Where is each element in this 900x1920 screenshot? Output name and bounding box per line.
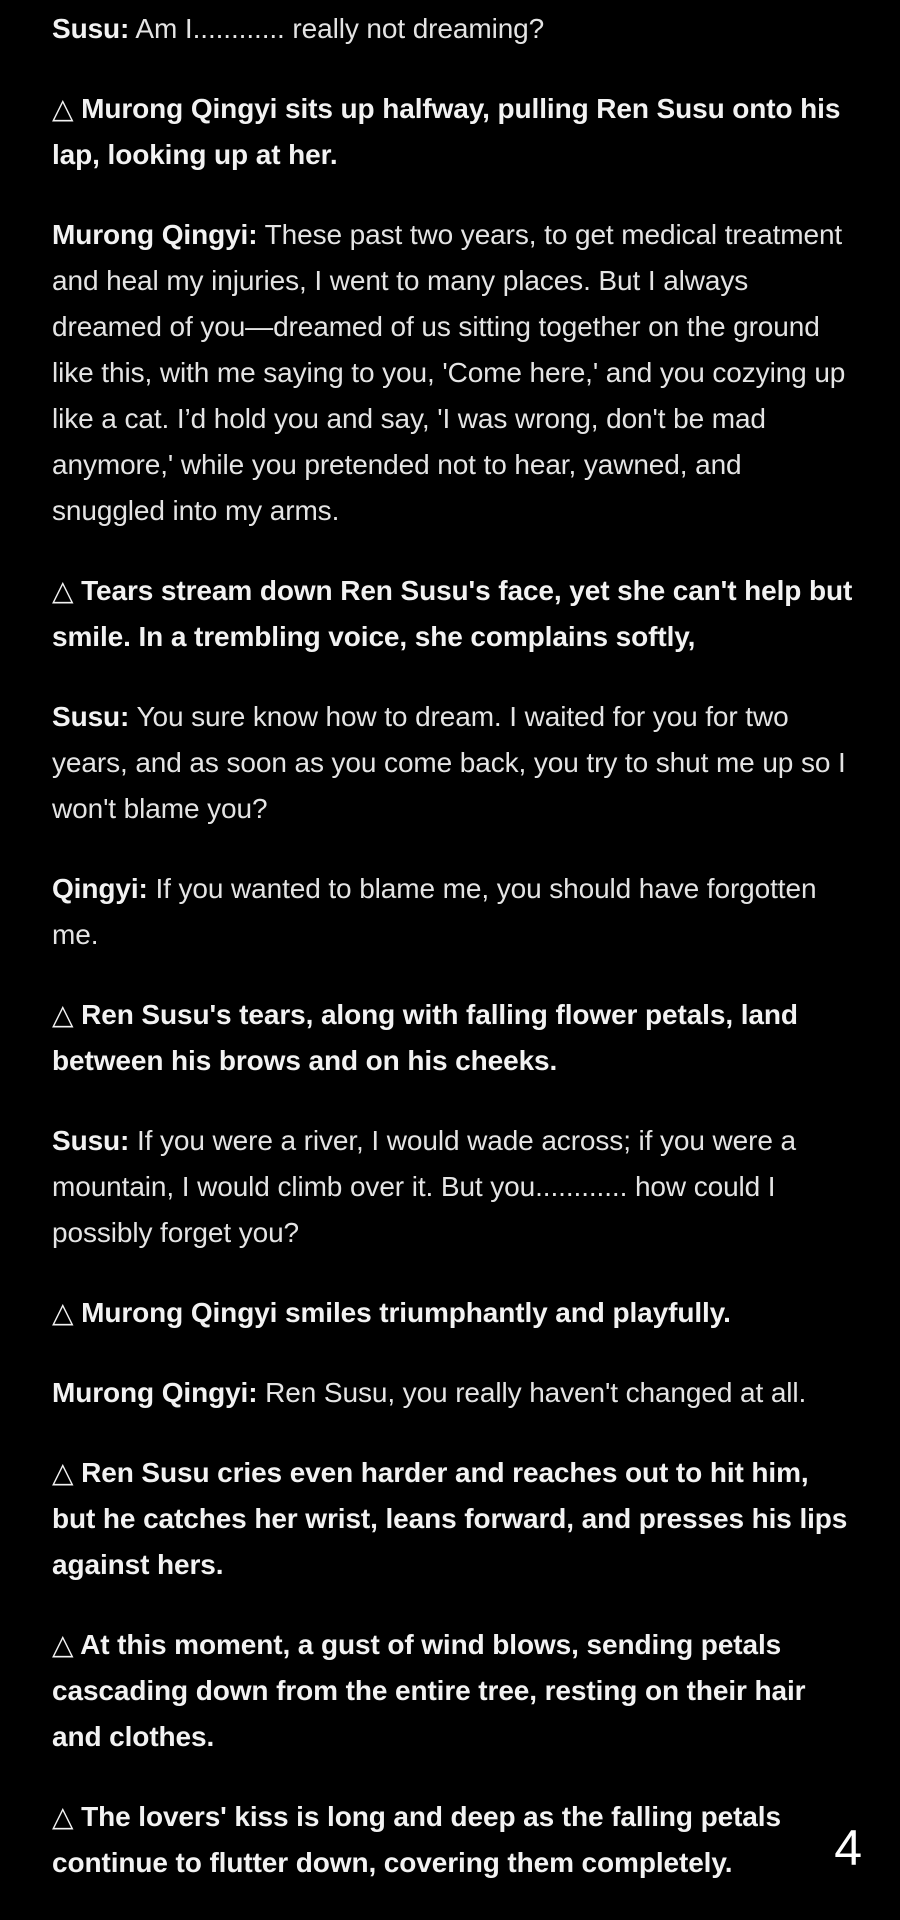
page-number: 4 <box>834 1820 862 1876</box>
stage-direction: △ Ren Susu cries even harder and reaches out to hit him, but he catches her wrist, leans forward, and presses his lips against hers. <box>52 1457 848 1580</box>
dialogue-line <box>52 866 858 958</box>
speaker-name: Qingyi: <box>52 873 148 904</box>
stage-direction: △ At this moment, a gust of wind blows, sending petals cascading down from the entire tree, resting on their hair and clothes. <box>52 1629 806 1752</box>
speaker-name: Susu: <box>52 13 130 44</box>
stage-direction: △ Murong Qingyi sits up halfway, pulling Ren Susu onto his lap, looking up at her. <box>52 93 841 170</box>
stage-direction: △ Murong Qingyi smiles triumphantly and playfully. <box>52 1297 731 1328</box>
speaker-name: Murong Qingyi: <box>52 1377 258 1408</box>
stage-direction: △ Ren Susu's tears, along with falling flower petals, land between his brows and on his cheeks. <box>52 999 798 1076</box>
speaker-name: Susu: <box>52 701 130 732</box>
dialogue-text: These past two years, to get medical treatment and heal my injuries, I went to many places. But I always dreamed of you—dreamed of us sitting together on the ground like this, with me saying to you, 'Come here,' and you cozying up like a cat. I’d hold you and say, 'I was wrong, don't be mad anymore,' while you pretended not to hear, yawned, and snuggled into my arms. <box>52 219 846 526</box>
dialogue-line <box>52 1370 858 1416</box>
dialogue-text: If you were a river, I would wade across; if you were a mountain, I would climb over it. But you............ how could I possibly forget you? <box>52 1125 796 1248</box>
dialogue-line <box>52 212 858 534</box>
dialogue-line <box>52 1118 858 1256</box>
dialogue-text: Ren Susu, you really haven't changed at all. <box>265 1377 807 1408</box>
dialogue-line <box>52 694 858 832</box>
dialogue-text: If you wanted to blame me, you should have forgotten me. <box>52 873 817 950</box>
script-page <box>52 6 858 1920</box>
speaker-name: Murong Qingyi: <box>52 219 258 250</box>
dialogue-text: You sure know how to dream. I waited for you for two years, and as soon as you come back, you try to shut me up so I won't blame you? <box>52 701 846 824</box>
stage-direction: △ The lovers' kiss is long and deep as the falling petals continue to flutter down, covering them completely. <box>52 1801 781 1878</box>
dialogue-line <box>52 6 858 52</box>
dialogue-text: Am I............ really not dreaming? <box>135 13 545 44</box>
speaker-name: Susu: <box>52 1125 130 1156</box>
stage-direction: △ Tears stream down Ren Susu's face, yet she can't help but smile. In a trembling voice, she complains softly, <box>52 575 853 652</box>
